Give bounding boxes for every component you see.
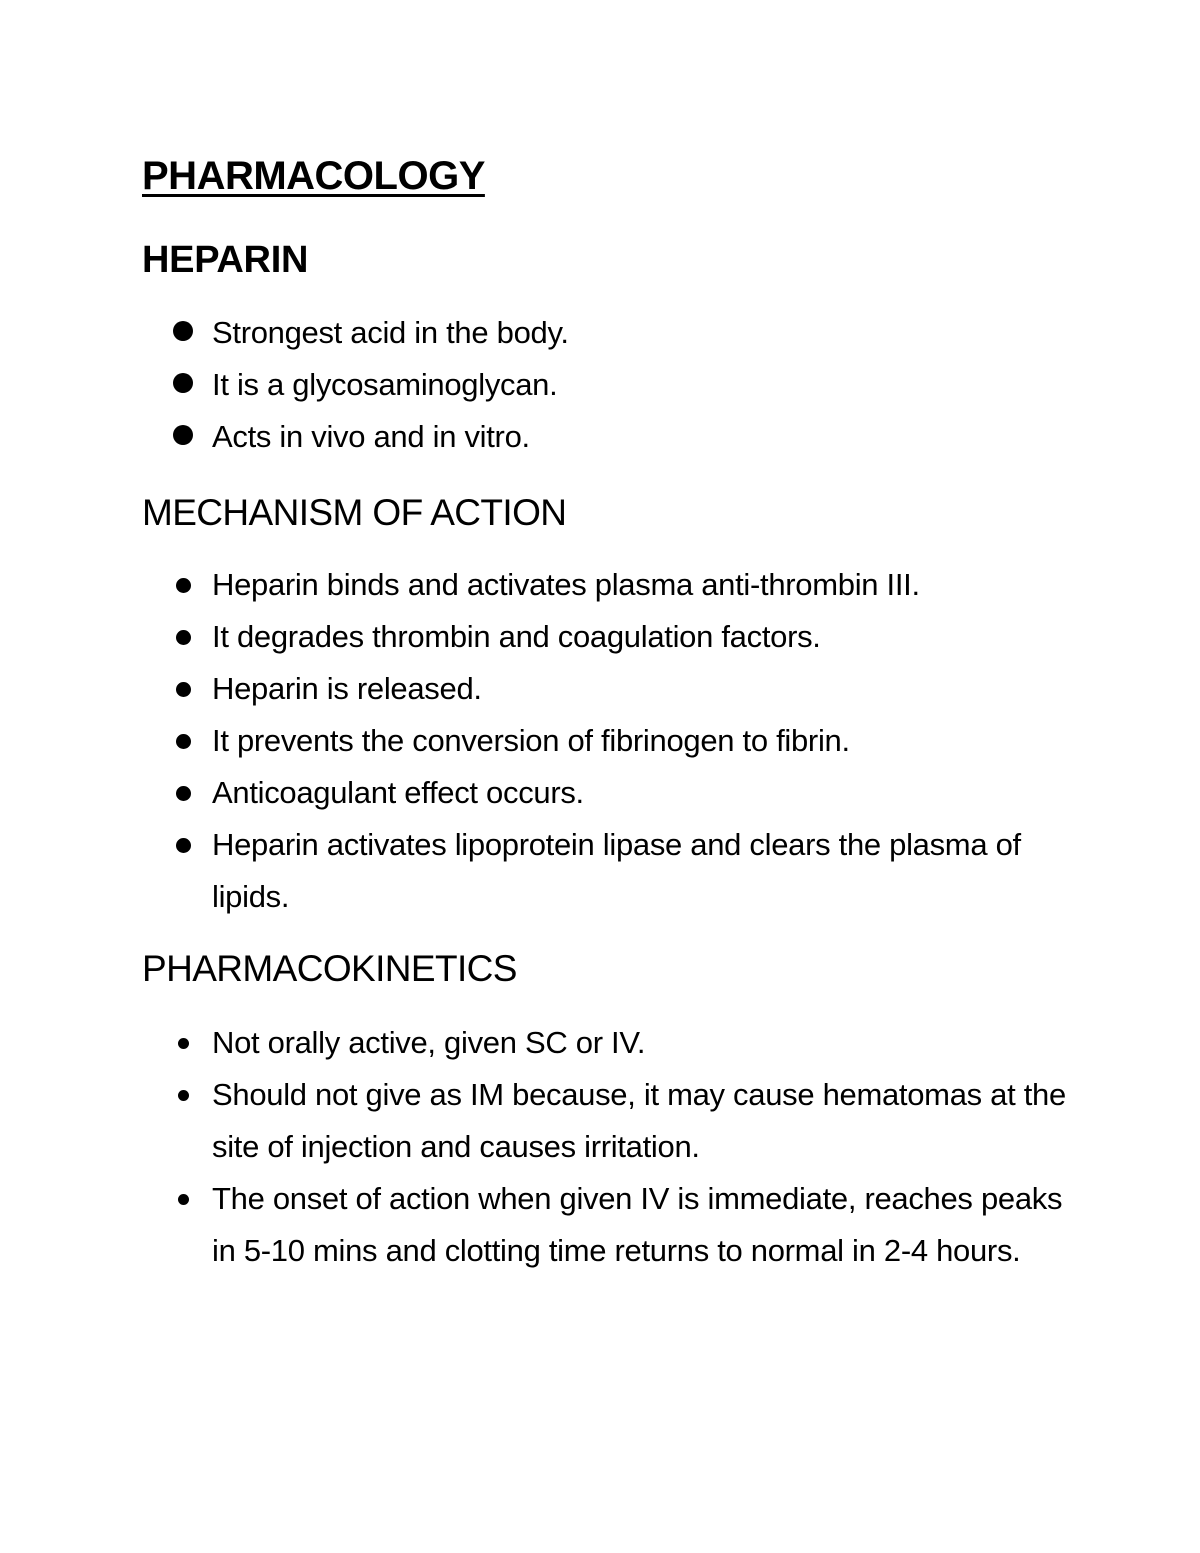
list-item <box>0 559 1200 611</box>
mechanism-list <box>0 559 1200 923</box>
list-item-text: It is a glycosaminoglycan. <box>212 367 558 402</box>
heparin-list <box>0 307 1200 463</box>
list-item <box>0 715 1200 767</box>
list-item <box>0 1069 1200 1173</box>
list-item-text: Strongest acid in the body. <box>212 315 569 350</box>
bullet-icon <box>176 578 191 593</box>
list-item-text: Should not give as IM because, it may cause hematomas at the site of injection and causes irritation. <box>212 1077 1066 1164</box>
list-item <box>0 1017 1200 1069</box>
list-item <box>0 663 1200 715</box>
bullet-icon <box>178 1090 189 1101</box>
section-heading-pharmacokinetics: PHARMACOKINETICS <box>142 948 517 989</box>
list-item <box>0 767 1200 819</box>
bullet-icon <box>176 734 191 749</box>
bullet-icon <box>173 373 193 393</box>
pharmacokinetics-list <box>0 1017 1200 1277</box>
list-item <box>0 307 1200 359</box>
list-item-text: Not orally active, given SC or IV. <box>212 1025 646 1060</box>
bullet-icon <box>176 838 191 853</box>
bullet-icon <box>178 1038 189 1049</box>
bullet-icon <box>178 1194 189 1205</box>
bullet-icon <box>173 321 193 341</box>
bullet-icon <box>176 786 191 801</box>
list-item <box>0 611 1200 663</box>
list-item <box>0 1173 1200 1277</box>
list-item <box>0 819 1200 923</box>
list-item-text: It prevents the conversion of fibrinogen to fibrin. <box>212 723 850 758</box>
list-item-text: Heparin is released. <box>212 671 482 706</box>
list-item-text: Heparin binds and activates plasma anti-thrombin III. <box>212 567 920 602</box>
list-item-text: Anticoagulant effect occurs. <box>212 775 584 810</box>
list-item-text: Heparin activates lipoprotein lipase and clears the plasma of lipids. <box>212 827 1021 914</box>
list-item-text: Acts in vivo and in vitro. <box>212 419 530 454</box>
bullet-icon <box>176 682 191 697</box>
section-heading-heparin: HEPARIN <box>142 239 309 281</box>
list-item <box>0 411 1200 463</box>
section-heading-mechanism: MECHANISM OF ACTION <box>142 492 567 533</box>
list-item-text: It degrades thrombin and coagulation factors. <box>212 619 821 654</box>
list-item-text: The onset of action when given IV is immediate, reaches peaks in 5-10 mins and clotting time returns to normal in 2-4 hours. <box>212 1181 1063 1268</box>
bullet-icon <box>176 630 191 645</box>
list-item <box>0 359 1200 411</box>
page-title: PHARMACOLOGY <box>142 154 485 198</box>
bullet-icon <box>173 425 193 445</box>
